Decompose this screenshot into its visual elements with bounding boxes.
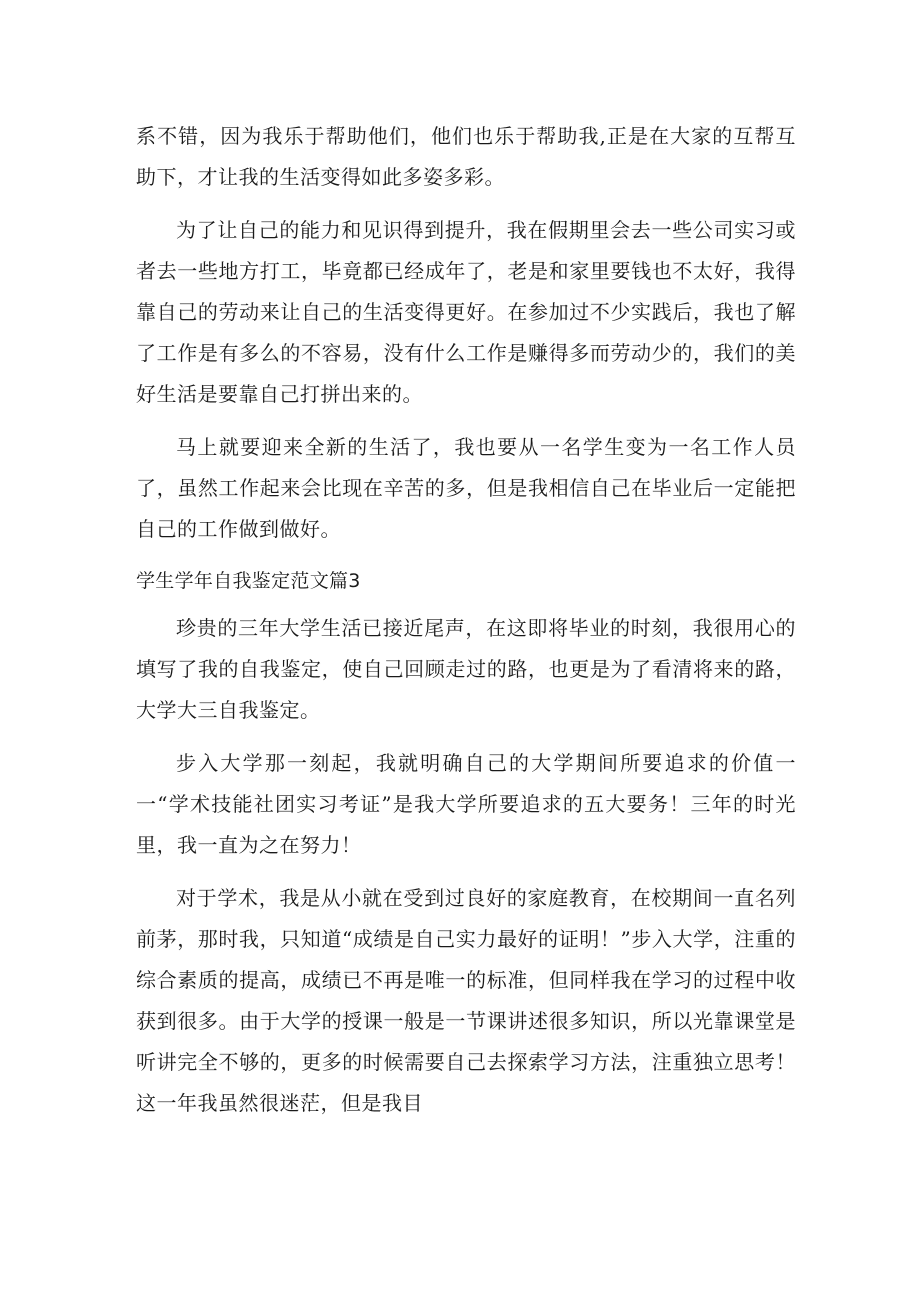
paragraph-values: 步入大学那一刻起，我就明确自己的大学期间所要追求的价值一一“学术技能社团实习考证”是我大学所要追求的五大要务！三年的时光里，我一直为之在努力！ (136, 751, 796, 857)
document-body (136, 116, 796, 1136)
paragraph-three-years: 珍贵的三年大学生活已接近尾声，在这即将毕业的时刻，我很用心的填写了我的自我鉴定，使自己回顾走过的路，也更是为了看清将来的路，大学大三自我鉴定。 (136, 616, 796, 722)
paragraph-internship: 为了让自己的能力和见识得到提升，我在假期里会去一些公司实习或者去一些地方打工，毕竟都已经成年了，老是和家里要钱也不太好，我得靠自己的劳动来让自己的生活变得更好。在参加过不少实践后，我也了解了工作是有多么的不容易，没有什么工作是赚得多而劳动少的，我们的美好生活是要靠自己打拼出来的。 (136, 218, 796, 406)
section-heading: 学生学年自我鉴定范文篇3 (136, 570, 361, 592)
paragraph-academics: 对于学术，我是从小就在受到过良好的家庭教育，在校期间一直名列前茅，那时我，只知道“成绩是自己实力最好的证明！”步入大学，注重的综合素质的提高，成绩已不再是唯一的标准，但同样我在学习的过程中收获到很多。由于大学的授课一般是一节课讲述很多知识，所以光靠课堂是听讲完全不够的，更多的时候需要自己去探索学习方法，注重独立思考！这一年我虽然很迷茫，但是我目 (136, 886, 796, 1115)
paragraph-new-life: 马上就要迎来全新的生活了，我也要从一名学生变为一名工作人员了，虽然工作起来会比现在辛苦的多，但是我相信自己在毕业后一定能把自己的工作做到做好。 (136, 435, 796, 541)
paragraph-continued: 系不错，因为我乐于帮助他们，他们也乐于帮助我,正是在大家的互帮互助下，才让我的生活变得如此多姿多彩。 (136, 124, 796, 189)
